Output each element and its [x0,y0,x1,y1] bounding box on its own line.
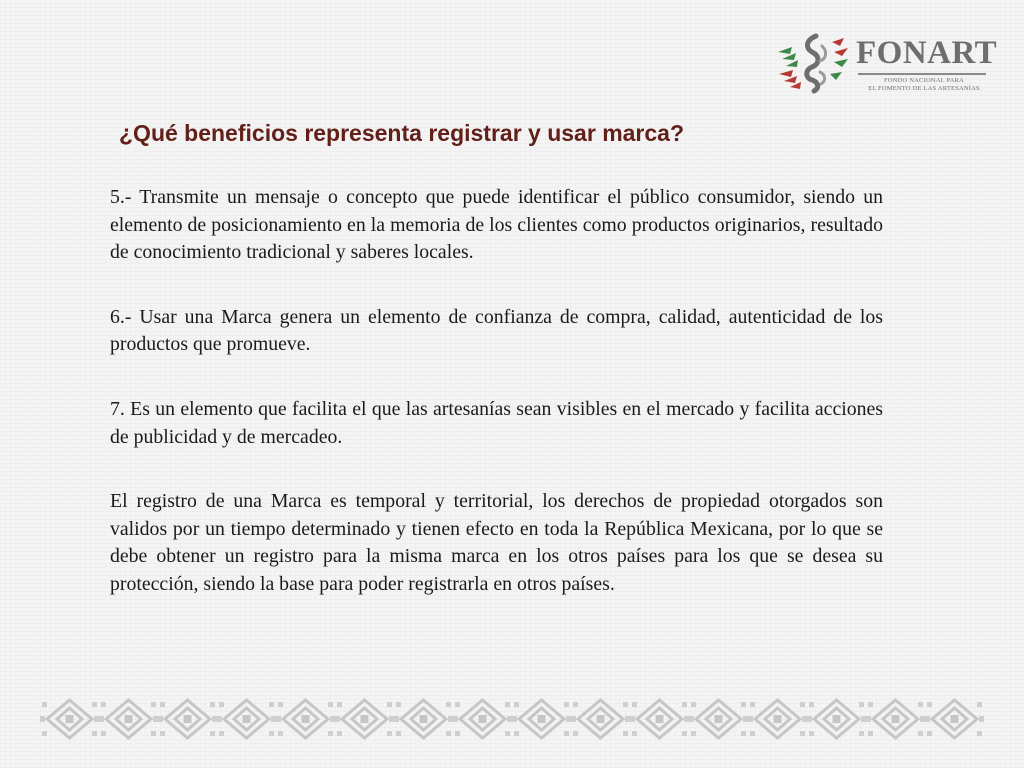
logo-subtitle-line2: EL FOMENTO DE LAS ARTESANÍAS [868,85,980,92]
logo-subtitle-line1: FONDO NACIONAL PARA [884,77,964,84]
logo-divider [858,73,986,75]
paragraph-point-6: 6.- Usar una Marca genera un elemento de confianza de compra, calidad, autenticidad de los productos que promueve. [110,305,883,356]
slide-title: ¿Qué beneficios representa registrar y usar marca? [119,120,685,146]
paragraph-conclusion: El registro de una Marca es temporal y territorial, los derechos de propiedad otorgados son validos por un tiempo determinado y tienen efecto en toda la República Mexicana, por lo que se debe obtener un registro para la misma marca en los otros países para los que se desea su protección, siendo la base para poder registrarla en otros países. [110,490,883,595]
logo-wordmark: FONART [856,35,998,71]
fonart-logo [776,32,998,96]
fonart-emblem-icon [776,32,852,94]
decorative-border-pattern [40,696,984,742]
slide-body [110,184,883,599]
paragraph-point-5: 5.- Transmite un mensaje o concepto que puede identificar el público consumidor, siendo un elemento de posicionamiento en la memoria de los clientes como productos originarios, resultado de conocimiento tradicional y saberes locales. [110,186,883,264]
paragraph-point-7: 7. Es un elemento que facilita el que las artesanías sean visibles en el mercado y facilita acciones de publicidad y de mercadeo. [110,397,883,448]
logo-subtitle [858,77,990,93]
